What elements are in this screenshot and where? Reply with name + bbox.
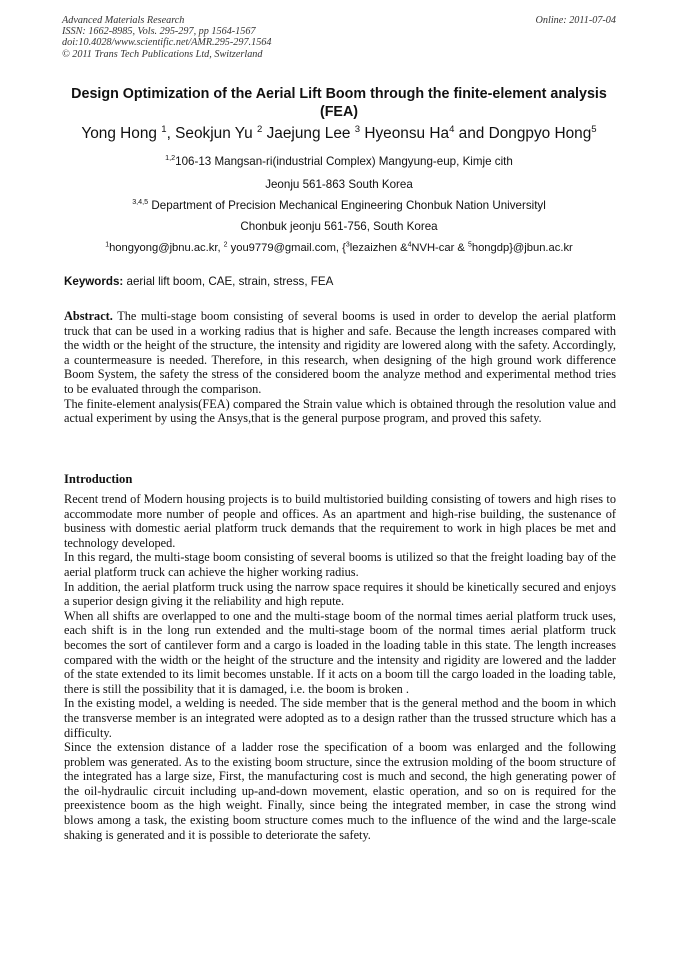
author-sup: 4 bbox=[449, 123, 455, 135]
keywords-text: aerial lift boom, CAE, strain, stress, FEA bbox=[123, 275, 334, 288]
issn-line: ISSN: 1662-8985, Vols. 295-297, pp 1564-1567 bbox=[62, 26, 256, 38]
abstract-label: Abstract. bbox=[64, 309, 113, 323]
author-name: Dongpyo Hong bbox=[488, 125, 592, 142]
email-sup: 1 bbox=[105, 241, 110, 249]
abstract-text: The multi-stage boom consisting of several booms is used in order to develop the aerial platform truck that can be used in a working radius that is higher and safe. Because the length increases compared with the width or the height of the structure, the intensity and rigidity are lowered along with the safety. Accordingly, a countermeasure is needed. Therefore, in this research, when designing of the high ground work difference Boom System, the safety the stress of the considered boom the analyze method and experimental method tries to be evaluated through the comparison. bbox=[64, 309, 616, 396]
affiliation-2-line-2: Chonbuk jeonju 561-756, South Korea bbox=[240, 220, 438, 233]
affiliation-2-line-1 bbox=[40, 199, 638, 213]
intro-paragraph: In addition, the aerial platform truck using the narrow space requires it should be kinetically secured and enjoys a superior design giving it the reliability and high repute. bbox=[64, 579, 616, 609]
author-separator: , bbox=[166, 125, 176, 142]
abstract bbox=[64, 309, 616, 426]
abstract-paragraph bbox=[64, 309, 616, 397]
author-list bbox=[40, 125, 638, 143]
intro-paragraph: When all shifts are overlapped to one and the multi-stage boom of the normal times aerial platform truck uses, each shift is in the long run extended and the multi-stage boom of the normal times aerial platform truck becomes the sort of cantilever form and a cargo is loaded in the loading table in this state. The length increases compared with the width or the height of the structure and the intensity and rigidity are lowered and the ladder of the state extended to its limit becomes unstable. If it acts on a boom till the cargo loaded in the loading table, there is still the possibility that it is damaged, i.e. the boom is broken . bbox=[64, 608, 616, 696]
doi-line: doi:10.4028/www.scientific.net/AMR.295-297.1564 bbox=[62, 37, 272, 49]
affiliation-sup: 3,4,5 bbox=[132, 197, 149, 207]
email-text: lezaizhen & bbox=[349, 242, 408, 254]
intro-paragraph: Since the extension distance of a ladder rose the specification of a boom was enlarged and the following problem was generated. As to the existing boom structure, since the extrusion molding of the boom structure of the integrated has a large size, First, the manufacturing cost is much and second, the high generating power of the oil-hydraulic circuit including up-and-down movement, elastic operation, and so on is required for the preexistence boom as the high weight. Finally, since being the integrated member, in case the strong wind blows among a task, the existing boom structure comes much to the influence of the wind and the large-scale shaking is generated and it is possible to deteriorate the safety. bbox=[64, 740, 616, 842]
affiliation-text: Department of Precision Mechanical Engineering Chonbuk Nation Universityl bbox=[151, 199, 546, 212]
publication-header bbox=[62, 15, 616, 60]
section-heading-introduction: Introduction bbox=[64, 472, 133, 486]
author-sup: 2 bbox=[257, 123, 263, 135]
email-sup: 3 bbox=[345, 241, 350, 249]
email-text: you9779@gmail.com, { bbox=[227, 242, 346, 254]
author-name: Yong Hong bbox=[81, 125, 157, 142]
keywords bbox=[64, 275, 616, 289]
email-sup: 5 bbox=[468, 241, 472, 249]
email-line bbox=[40, 241, 638, 255]
paper-title: Design Optimization of the Aerial Lift Boom through the finite-element analysis (FEA) bbox=[71, 86, 607, 120]
intro-paragraph: Recent trend of Modern housing projects is to build multistoried building consisting of towers and high rises to accommodate more number of people and offices. As an apartment and high-rise building, the sustenance of business with domestic aerial platform truck demands that the requirement to work in high places be met and technology developed. bbox=[64, 492, 616, 550]
email-text: hongyong@jbnu.ac.kr, bbox=[109, 242, 224, 254]
author-name: Seokjun Yu bbox=[175, 125, 253, 142]
author-sup: 5 bbox=[591, 123, 597, 135]
email-sup: 4 bbox=[407, 241, 412, 249]
affiliation-1-line-1 bbox=[40, 155, 638, 169]
author-separator: and bbox=[454, 125, 489, 142]
author-name: Hyeonsu Ha bbox=[364, 125, 450, 142]
author-sup: 3 bbox=[354, 123, 361, 135]
author-sup: 1 bbox=[161, 123, 167, 135]
affiliation-1-line-2: Jeonju 561-863 South Korea bbox=[265, 178, 413, 191]
email-text: NVH-car & bbox=[411, 242, 468, 254]
author-name: Jaejung Lee bbox=[266, 125, 351, 142]
intro-paragraph: In the existing model, a welding is needed. The side member that is the general method and the boom in which the transverse member is an integrated were adopted as to a design rather than the trussed structure which has a difficulty. bbox=[64, 696, 616, 740]
copyright-line: © 2011 Trans Tech Publications Ltd, Switzerland bbox=[62, 48, 263, 60]
abstract-paragraph: The finite-element analysis(FEA) compared the Strain value which is obtained through the resolution value and actual experiment by using the Ansys,that is the general purpose program, and proved this safety. bbox=[64, 396, 616, 426]
affiliation-text: 106-13 Mangsan-ri(industrial Complex) Mangyung-eup, Kimje cith bbox=[175, 155, 513, 168]
keywords-label: Keywords: bbox=[64, 275, 124, 288]
email-sup: 2 bbox=[223, 241, 228, 249]
journal-name: Advanced Materials Research bbox=[62, 15, 185, 26]
affiliation-sup: 1,2 bbox=[165, 153, 176, 163]
introduction-body bbox=[64, 492, 616, 842]
intro-paragraph: In this regard, the multi-stage boom consisting of several booms is utilized so that the freight loading bay of the aerial platform truck can achieve the higher working radius. bbox=[64, 550, 616, 579]
email-text: hongdp}@jbun.ac.kr bbox=[471, 242, 573, 254]
online-date: Online: 2011-07-04 bbox=[535, 15, 616, 26]
